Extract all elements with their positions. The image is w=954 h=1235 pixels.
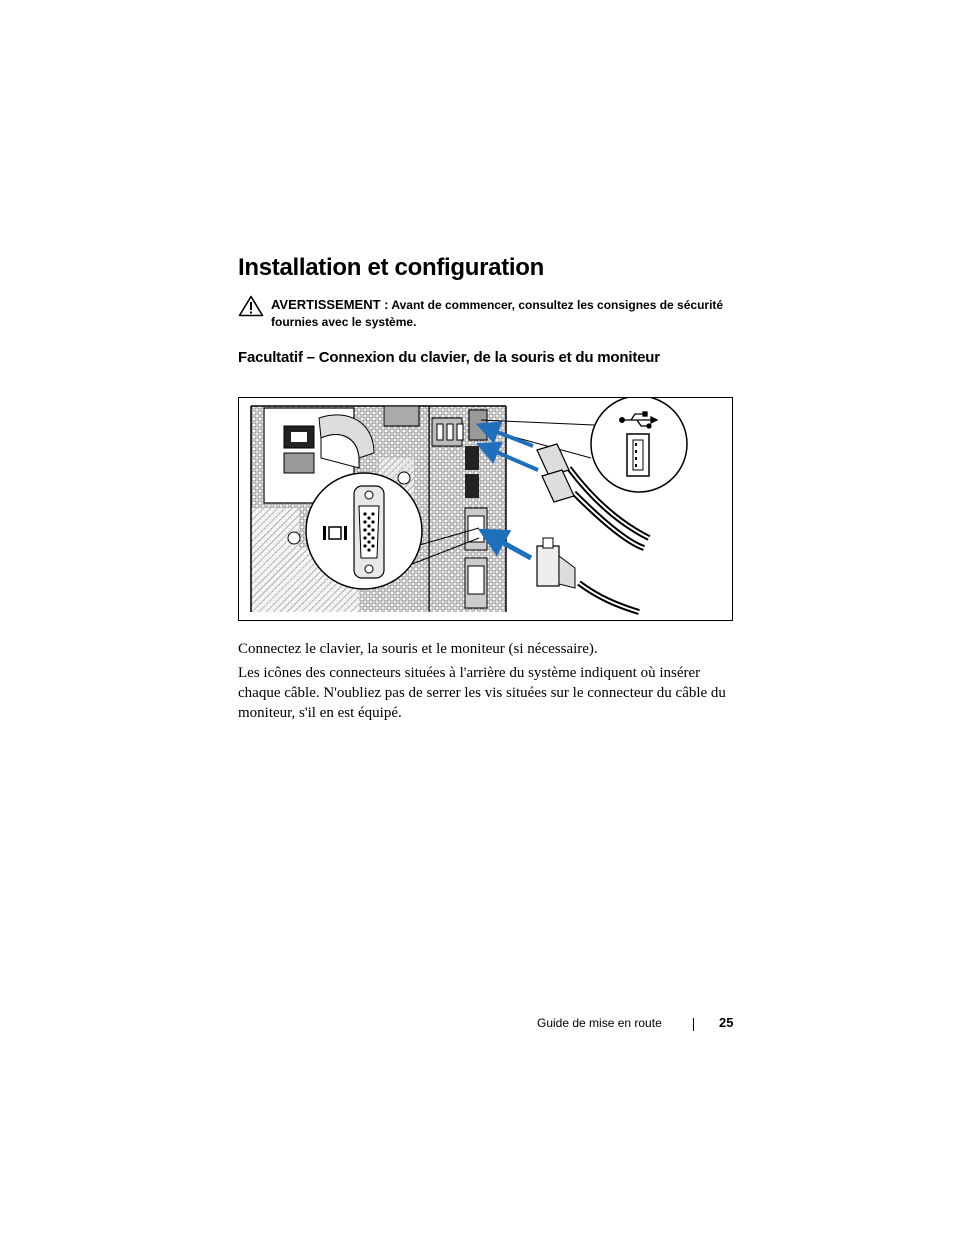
warning-notice: [271, 296, 741, 331]
footer-divider: [693, 1018, 694, 1031]
page-number: 25: [719, 1015, 734, 1030]
usb-zoom-callout: [481, 398, 687, 492]
intro-paragraph: Connectez le clavier, la souris et le moniteur (si nécessaire).: [238, 641, 598, 657]
footer-guide-title: Guide de mise en route: [537, 1016, 662, 1030]
page-title: Installation et configuration: [238, 254, 544, 281]
vga-plug: [537, 538, 575, 588]
usb-plugs: [537, 444, 574, 502]
warning-message: Avant de commencer, consultez les consignes de sécurité fournies avec le système.: [271, 298, 724, 329]
warning-label: AVERTISSEMENT :: [271, 297, 389, 312]
warning-triangle-icon: [238, 295, 264, 317]
rear-panel-diagram: [239, 398, 734, 622]
connection-illustration: [238, 397, 733, 621]
section-heading: Facultatif – Connexion du clavier, de la souris et du moniteur: [238, 349, 660, 366]
instruction-paragraph: Les icônes des connecteurs situées à l'arrière du système indiquent où insérer chaque câble. N'oubliez pas de serrer les vis situées sur le connecteur du câble du moniteur, s'il en est équipé.: [238, 665, 726, 721]
